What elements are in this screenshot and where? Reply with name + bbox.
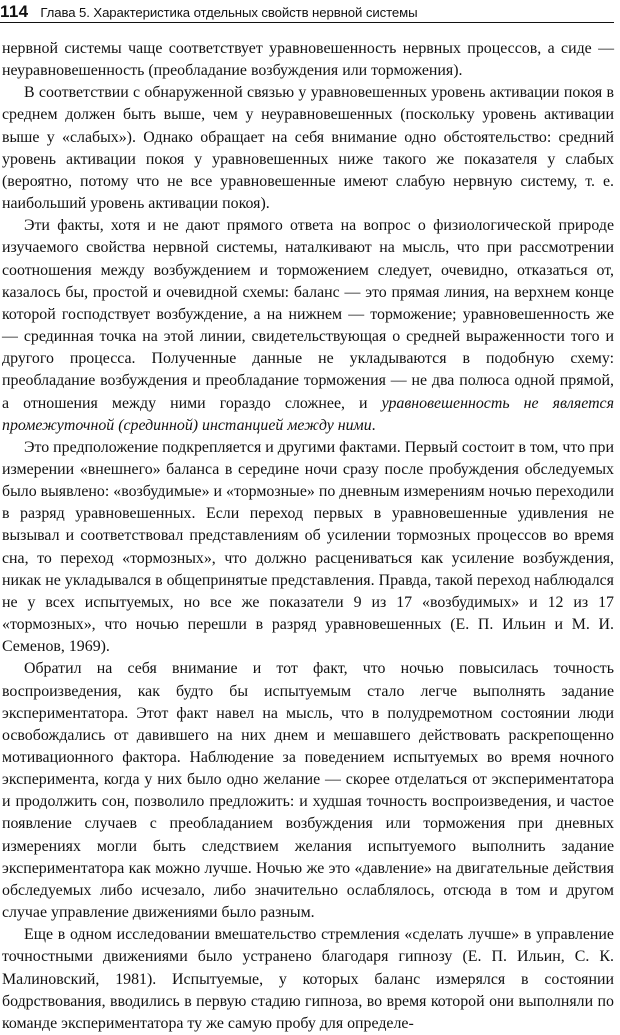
page-number: 114 [0,2,29,21]
paragraph-5: Обратил на себя внимание и тот факт, что ночью повысилась точность воспроизведения, как будто бы испытуемым стало легче выполнять задание экспериментатора. Этот факт навел на мысль, что в полудремотном состоянии люди освобождались от давившего на них днем и мешавшего действовать раскрепощенно мотивационного фактора. Наблюдение за поведением испытуемых во время ночного эксперимента, когда у них было одно желание — скорее отделаться от экспериментатора и продолжить сон, позволило предложить: и худшая точность воспроизведения, и частое появление случаев с преобладанием возбуждения или торможения при дневных измерениях могли быть следствием желания испытуемого выполнить задание экспериментатора как можно лучше. Ночью же это «давление» на двигательные действия обследуемых либо исчезало, либо значительно ослаблялось, отсюда в том и другом случае управление движениями было разным. [2,660,614,922]
paragraph-3 [2,215,614,437]
paragraph-3-end: . [371,416,376,434]
paragraph-4: Это предположение подкрепляется и другими фактами. Первый состоит в том, что при измерении «внешнего» баланса в середине ночи сразу после пробуждения обследуемых было выявлено: «возбудимые» и «тормозные» по дневным измерениям ночью переходили в разряд уравновешенных. Если переход первых в уравновешенные удивления не вызывал и соответствовал представлениям об усилении тормозных процессов во время сна, то переход «тормозных», что должно расцениваться как усиление возбуждения, никак не укладывался в общепринятые представления. Правда, такой переход наблюдался не у всех испытуемых, но все же показатели 9 из 17 «возбудимых» и 12 из 17 «тормозных», что ночью перешли в разряд уравновешенных (Е. П. Ильин и М. И. Семенов, 1969). [2,438,614,656]
body-text [2,38,614,1035]
paragraph-2: В соответствии с обнаруженной связью у уравновешенных уровень активации покоя в среднем должен быть выше, чем у неуравновешенных (поскольку уровень активации выше у «слабых»). Однако обращает на себя внимание одно обстоятельство: средний уровень активации покоя у уравновешенных ниже такого же показателя у слабых (вероятно, потому что не все уравновешенные имеют слабую нервную систему, т. е. наибольший уровень активации покоя). [2,84,614,213]
paragraph-6: Еще в одном исследовании вмешательство стремления «сделать лучше» в управление точностными движениями было устранено благодаря гипнозу (Е. П. Ильин, С. К. Малиновский, 1981). Испытуемые, у которых баланс измерялся в состоянии бодрствования, вводились в первую стадию гипноза, во время которой они выполняли по команде экспериментатора ту же самую пробу для определе- [2,926,614,1032]
paragraph-3-italic: уравновешенность не является промежуточной (срединной) инстанцией между ними [2,394,614,434]
paragraph-1: нервной системы чаще соответствует уравновешенность нервных процессов, а сиде — неуравновешенность (преобладание возбуждения или торможения). [2,40,614,80]
running-head: Глава 5. Характеристика отдельных свойств нервной системы [40,5,418,20]
paragraph-3-text: Эти факты, хотя и не дают прямого ответа на вопрос о физиологической природе изучаемого свойства нервной системы, наталкивают на мысль, что при рассмотрении соотношения между возбуждением и торможением следует, очевидно, отказаться от, казалось бы, простой и очевидной схемы: баланс — это прямая линия, на верхнем конце которой господствует возбуждение, а на нижнем — торможение; уравновешенность же — срединная точка на этой линии, свидетельствующая о средней выраженности того и другого процесса. Полученные данные не укладываются в подобную схему: преобладание возбуждения и преобладание торможения — не два полюса одной прямой, а отношения между ними гораздо сложнее, и [2,217,614,412]
page-header [0,0,614,23]
